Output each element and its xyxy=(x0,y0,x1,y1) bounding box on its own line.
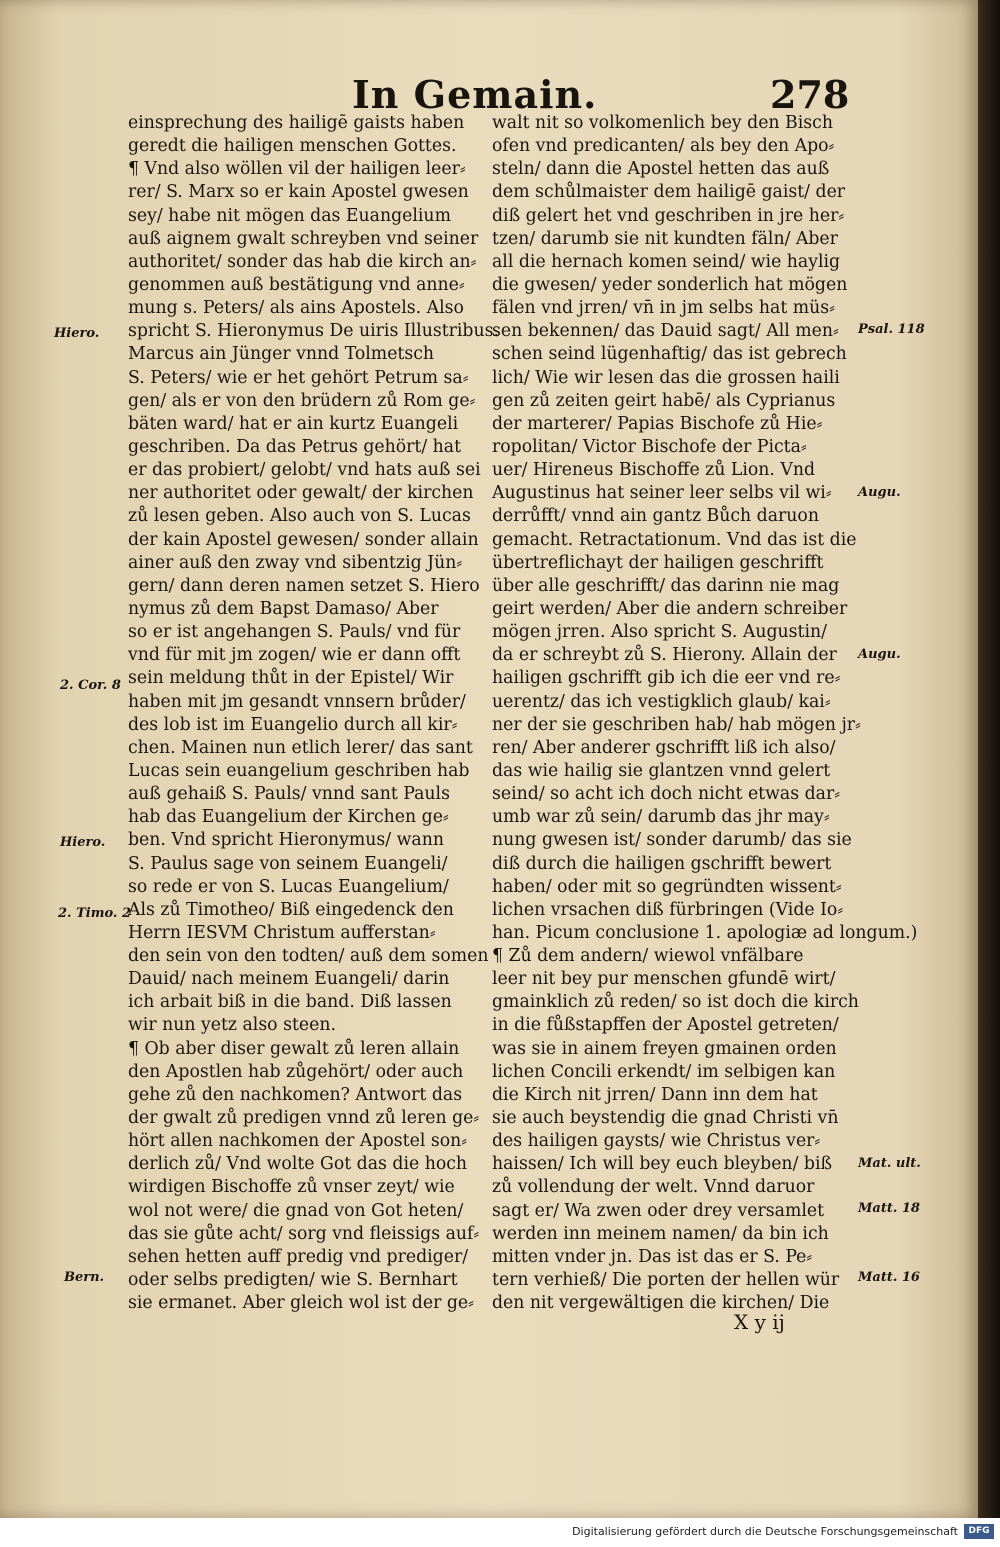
text-line: übertreflichayt der hailigen geschrifft xyxy=(492,552,824,573)
text-line: Herrn IESVM Christum aufferstan⸗ xyxy=(128,922,436,943)
text-line: leer nit bey pur menschen gfundē wirt/ xyxy=(492,969,836,990)
text-line: gmainklich zů reden/ so ist doch die kirch xyxy=(492,992,859,1013)
funding-notice: Digitalisierung gefördert durch die Deutsche Forschungsgemeinschaft xyxy=(572,1525,958,1538)
text-line: den Apostlen hab zůgehört/ oder auch xyxy=(128,1061,464,1082)
text-line: gern/ dann deren namen setzet S. Hiero xyxy=(128,575,480,596)
text-line: genommen auß bestätigung vnd anne⸗ xyxy=(128,274,465,295)
text-line: ren/ Aber anderer gschrifft liß ich also/ xyxy=(492,737,836,758)
marginal-note-matt-18: Matt. 18 xyxy=(858,1201,920,1216)
text-line: umb war zů sein/ darumb das jhr may⸗ xyxy=(492,807,830,828)
text-line: chen. Mainen nun etlich lerer/ das sant xyxy=(128,737,473,758)
text-line: ofen vnd predicanten/ als bey den Apo⸗ xyxy=(492,136,835,157)
text-line: S. Peters/ wie er het gehört Petrum sa⸗ xyxy=(128,367,469,388)
text-line: den sein von den todten/ auß dem somen xyxy=(128,946,489,967)
text-line: mitten vnder jn. Das ist das er S. Pe⸗ xyxy=(492,1246,813,1267)
text-line: nung gwesen ist/ sonder darumb/ das sie xyxy=(492,830,852,851)
text-line: haben mit jm gesandt vnnsern brůder/ xyxy=(128,691,466,712)
text-line: auß aignem gwalt schreyben vnd seiner xyxy=(128,228,479,249)
text-line: da er schreybt zů S. Hierony. Allain der xyxy=(492,645,837,666)
text-line: den nit vergewältigen die kirchen/ Die xyxy=(492,1293,830,1314)
text-line: mung s. Peters/ als ains Apostels. Also xyxy=(128,298,464,319)
text-line: ich arbait biß in die band. Diß lassen xyxy=(128,992,452,1013)
text-line: fälen vnd jrren/ vn̄ in jm selbs hat müs⸗ xyxy=(492,298,835,319)
left-column xyxy=(128,112,499,1315)
text-line: ropolitan/ Victor Bischofe der Picta⸗ xyxy=(492,436,807,457)
text-line: der gwalt zů predigen vnnd zů leren ge⸗ xyxy=(128,1108,480,1129)
marginal-note-matt-16: Matt. 16 xyxy=(858,1270,920,1285)
text-line: sehen hetten auff predig vnd prediger/ xyxy=(128,1246,469,1267)
text-line: ¶ Vnd also wöllen vil der hailigen leer⸗ xyxy=(128,159,466,180)
text-line: wir nun yetz also steen. xyxy=(128,1015,336,1036)
text-line: haben/ oder mit so gegründten wissent⸗ xyxy=(492,876,842,897)
text-line: seind/ so acht ich doch nicht etwas dar⸗ xyxy=(492,784,840,805)
text-line: des lob ist im Euangelio durch all kir⸗ xyxy=(128,714,458,735)
text-line: über alle geschrifft/ das darinn nie mag xyxy=(492,575,840,596)
text-line: lich/ Wie wir lesen das die grossen haili xyxy=(492,367,840,388)
text-line: geirt werden/ Aber die andern schreiber xyxy=(492,598,848,619)
text-line: vnd für mit jm zogen/ wie er dann offt xyxy=(128,645,461,666)
text-line: sagt er/ Wa zwen oder drey versamlet xyxy=(492,1200,825,1221)
text-line: tzen/ darumb sie nit kundten fäln/ Aber xyxy=(492,228,838,249)
dfg-logo: DFG xyxy=(964,1524,994,1539)
text-line: all die hernach komen seind/ wie haylig xyxy=(492,251,841,272)
text-line: sie auch beystendig die gnad Christi vn̄ xyxy=(492,1108,839,1129)
text-line: Als zů Timotheo/ Biß eingedenck den xyxy=(128,899,454,920)
footer-bar xyxy=(0,1518,1000,1547)
text-line: Augustinus hat seiner leer selbs vil wi⸗ xyxy=(492,483,832,504)
book-edge xyxy=(978,0,1000,1518)
text-line: hört allen nachkomen der Apostel son⸗ xyxy=(128,1131,468,1152)
text-line: derrůfft/ vnnd ain gantz Bůch daruon xyxy=(492,506,819,527)
marginal-note-hiero: Hiero. xyxy=(54,326,100,341)
text-line: derlich zů/ Vnd wolte Got das die hoch xyxy=(128,1154,468,1175)
text-line: zů lesen geben. Also auch von S. Lucas xyxy=(128,506,471,527)
text-line: sein meldung thůt in der Epistel/ Wir xyxy=(128,668,454,689)
text-line: auß gehaiß S. Pauls/ vnnd sant Pauls xyxy=(128,784,450,805)
text-line: der marterer/ Papias Bischofe zů Hie⸗ xyxy=(492,413,823,434)
text-line: diß durch die hailigen gschrifft bewert xyxy=(492,853,832,874)
text-line: hab das Euangelium der Kirchen ge⸗ xyxy=(128,807,449,828)
text-line: so er ist angehangen S. Pauls/ vnd für xyxy=(128,622,461,643)
text-line: uer/ Hireneus Bischoffe zů Lion. Vnd xyxy=(492,460,816,481)
text-line: spricht S. Hieronymus De uiris Illustribus. xyxy=(128,321,499,342)
text-line: das sie gůte acht/ sorg vnd fleissigs auf⸗ xyxy=(128,1223,480,1244)
text-line: einsprechung des hailigē gaists haben xyxy=(128,113,465,133)
text-line: authoritet/ sonder das hab die kirch an⸗ xyxy=(128,251,477,272)
text-line: ner der sie geschriben hab/ hab mögen jr⸗ xyxy=(492,714,861,735)
text-line: ainer auß den zway vnd sibentzig Jün⸗ xyxy=(128,552,463,573)
text-line: sey/ habe nit mögen das Euangelium xyxy=(128,205,451,226)
running-title: In Gemain. xyxy=(352,72,598,117)
text-line: ner authoritet oder gewalt/ der kirchen xyxy=(128,483,474,504)
text-line: die gwesen/ yeder sonderlich hat mögen xyxy=(492,274,848,295)
text-line: wol not were/ die gnad von Got heten/ xyxy=(128,1200,464,1221)
text-line: steln/ dann die Apostel hetten das auß xyxy=(492,159,830,180)
text-line: er das probiert/ gelobt/ vnd hats auß sei xyxy=(128,460,481,481)
marginal-note-timo: 2. Timo. 2 xyxy=(58,906,132,921)
marginal-note-bern: Bern. xyxy=(64,1270,105,1285)
text-line: gen zů zeiten geirt habē/ als Cyprianus xyxy=(492,390,836,411)
text-line: gen/ als er von den brüdern zů Rom ge⸗ xyxy=(128,390,476,411)
text-line: geredt die hailigen menschen Gottes. xyxy=(128,136,457,157)
text-line: Marcus ain Jünger vnnd Tolmetsch xyxy=(128,344,435,365)
signature-mark: X y ij xyxy=(734,1310,785,1334)
text-line: Lucas sein euangelium geschriben hab xyxy=(128,760,470,781)
text-line: in die fůßstapffen der Apostel getreten/ xyxy=(492,1015,839,1036)
text-line: der kain Apostel gewesen/ sonder allain xyxy=(128,529,479,550)
marginal-note-augu-2: Augu. xyxy=(858,647,901,662)
text-line: Dauid/ nach meinem Euangeli/ darin xyxy=(128,969,450,990)
text-line: rer/ S. Marx so er kain Apostel gwesen xyxy=(128,182,469,203)
text-line: nymus zů dem Bapst Damaso/ Aber xyxy=(128,598,439,619)
text-line: ben. Vnd spricht Hieronymus/ wann xyxy=(128,830,444,851)
text-line: so rede er von S. Lucas Euangelium/ xyxy=(128,876,449,897)
text-line: gehe zů den nachkomen? Antwort das xyxy=(128,1084,463,1105)
text-line: was sie in ainem freyen gmainen orden xyxy=(492,1038,837,1059)
text-line: gemacht. Retractationum. Vnd das ist die xyxy=(492,529,857,550)
marginal-note-augu: Augu. xyxy=(858,485,901,500)
marginal-note-psal: Psal. 118 xyxy=(858,322,925,337)
text-line: uerentz/ das ich vestigklich glaub/ kai⸗ xyxy=(492,691,831,712)
text-line: hailigen gschrifft gib ich die eer vnd re⸗ xyxy=(492,668,841,689)
text-line: zů vollendung der welt. Vnnd daruor xyxy=(492,1177,815,1198)
text-line: lichen vrsachen diß fürbringen (Vide Io⸗ xyxy=(492,899,844,920)
text-line: sen bekennen/ das Dauid sagt/ All men⸗ xyxy=(492,321,839,342)
text-line: ¶ Zů dem andern/ wiewol vnfälbare xyxy=(492,946,804,967)
marginal-note-hiero-2: Hiero. xyxy=(60,835,106,850)
text-line: dem schůlmaister dem hailigē gaist/ der xyxy=(492,182,846,203)
text-line: schen seind lügenhaftig/ das ist gebrech xyxy=(492,344,847,365)
marginal-note-cor: 2. Cor. 8 xyxy=(60,678,121,693)
text-line: haissen/ Ich will bey euch bleyben/ biß xyxy=(492,1154,833,1175)
marginal-note-matt-ult: Mat. ult. xyxy=(858,1156,921,1171)
text-line: sie ermanet. Aber gleich wol ist der ge⸗ xyxy=(128,1293,474,1314)
text-line: wirdigen Bischoffe zů vnser zeyt/ wie xyxy=(128,1177,455,1198)
text-line: die Kirch nit jrren/ Dann inn dem hat xyxy=(492,1084,818,1105)
text-line: das wie hailig sie glantzen vnnd gelert xyxy=(492,760,831,781)
text-line: werden inn meinem namen/ da bin ich xyxy=(492,1223,829,1244)
text-line: bäten ward/ hat er ain kurtz Euangeli xyxy=(128,413,459,434)
text-line: han. Picum conclusione 1. apologiæ ad longum.) xyxy=(492,922,918,943)
text-line: ¶ Ob aber diser gewalt zů leren allain xyxy=(128,1038,460,1059)
text-line: geschriben. Da das Petrus gehört/ hat xyxy=(128,436,462,457)
text-line: diß gelert het vnd geschriben in jre her⸗ xyxy=(492,205,845,226)
text-line: des hailigen gaysts/ wie Christus ver⸗ xyxy=(492,1131,821,1152)
folio-number: 278 xyxy=(770,72,850,117)
text-line: tern verhieß/ Die porten der hellen wür xyxy=(492,1270,840,1291)
text-line: walt nit so volkomenlich bey den Bisch xyxy=(492,113,833,133)
text-line: lichen Concili erkendt/ im selbigen kan xyxy=(492,1061,836,1082)
text-line: oder selbs predigten/ wie S. Bernhart xyxy=(128,1270,458,1291)
text-line: mögen jrren. Also spricht S. Augustin/ xyxy=(492,622,827,643)
text-line: S. Paulus sage von seinem Euangeli/ xyxy=(128,853,448,874)
